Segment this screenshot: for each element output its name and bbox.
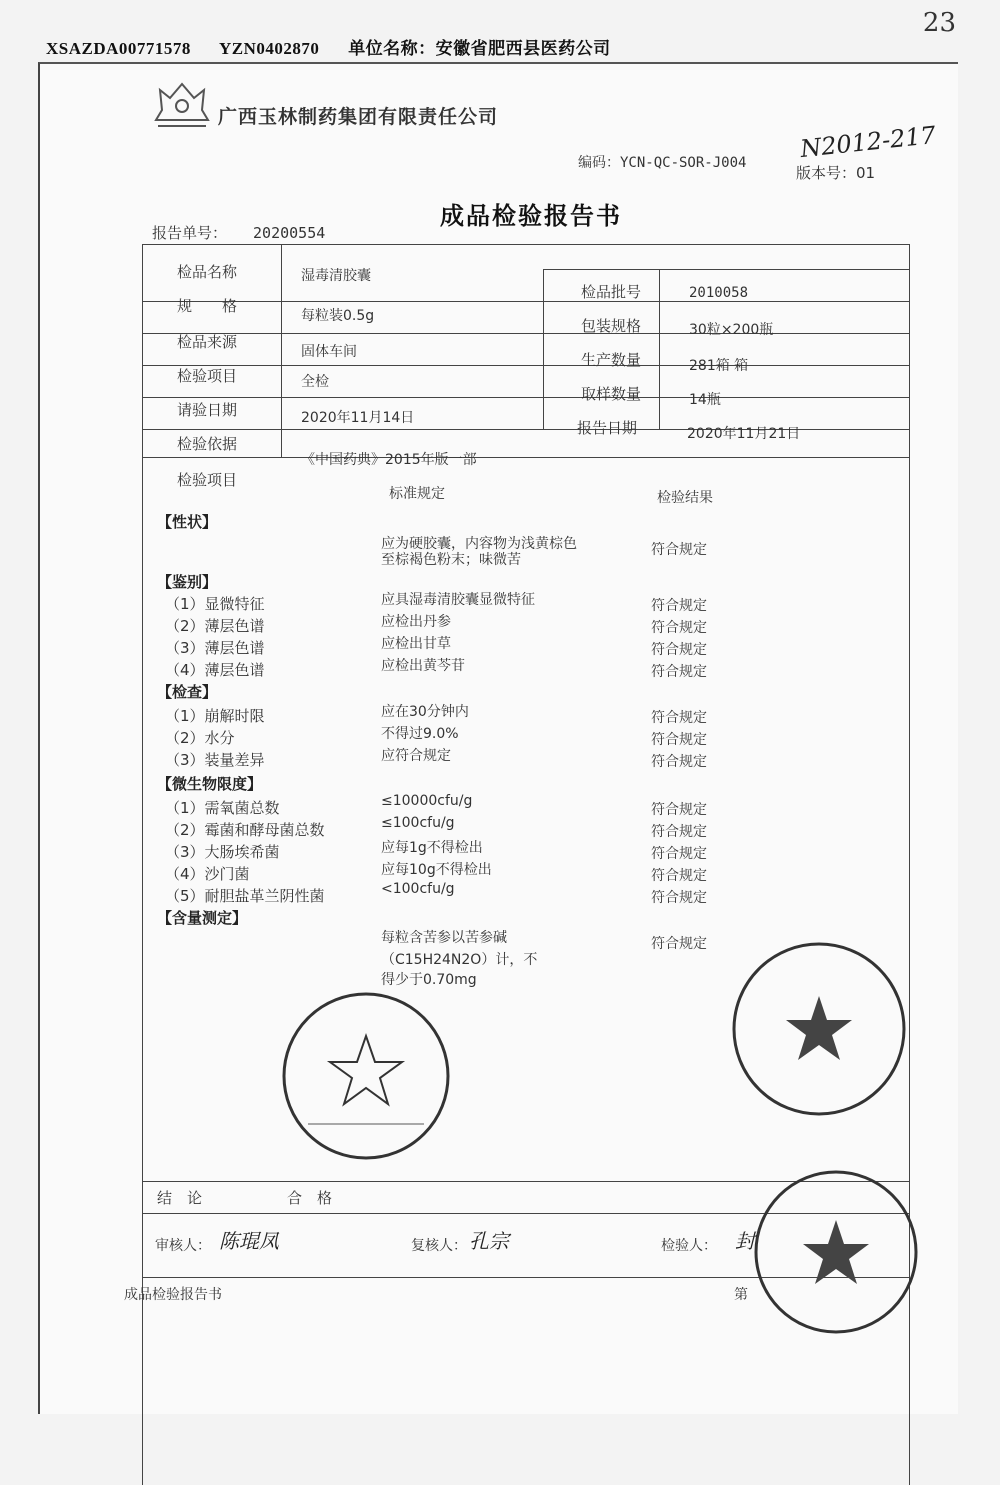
reviewer-signature: 陈琨凤 bbox=[219, 1229, 279, 1253]
document-code: 编码：YCN-QC-SOR-J004 bbox=[578, 155, 747, 171]
test-result: 符合规定 bbox=[651, 868, 707, 884]
checker-signature: 孔宗 bbox=[469, 1229, 509, 1253]
test-result: 符合规定 bbox=[651, 620, 707, 636]
footer-page: 第 bbox=[734, 1287, 748, 1303]
footer-left: 成品检验报告书 bbox=[124, 1287, 222, 1303]
test-standard: 不得过9.0% bbox=[381, 726, 459, 742]
test-result: 符合规定 bbox=[651, 824, 707, 840]
report-date-value: 2020年11月21日 bbox=[687, 426, 801, 442]
supplier-quality-stamp bbox=[752, 1168, 920, 1336]
test-standard: 每粒含苦参以苦参碱 bbox=[381, 930, 507, 946]
test-result: 符合规定 bbox=[651, 598, 707, 614]
test-item: （5）耐胆盐革兰阴性菌 bbox=[165, 887, 325, 905]
test-standard: 应符合规定 bbox=[381, 748, 451, 764]
test-standard: 应检出甘草 bbox=[381, 636, 451, 652]
inspection-item-value: 全检 bbox=[301, 374, 329, 390]
pack-label: 包装规格 bbox=[581, 317, 642, 335]
test-section-heading: 【鉴别】 bbox=[157, 573, 218, 591]
inspection-item-label: 检验项目 bbox=[177, 367, 238, 385]
conclusion-label: 结 论 bbox=[157, 1189, 203, 1207]
spec-value: 每粒装0.5g bbox=[301, 308, 375, 324]
divider bbox=[143, 301, 909, 302]
footer-title bbox=[124, 1284, 222, 1304]
divider bbox=[543, 269, 544, 429]
divider bbox=[143, 365, 909, 366]
product-name-label: 检品名称 bbox=[177, 263, 238, 281]
test-result: 符合规定 bbox=[651, 664, 707, 680]
archive-code: XSAZDA00771578 bbox=[46, 39, 191, 58]
test-result: 符合规定 bbox=[651, 846, 707, 862]
sample-label: 取样数量 bbox=[581, 385, 642, 403]
basis-value: 《中国药典》2015年版一部 bbox=[301, 452, 477, 468]
request-date-value: 2020年11月14日 bbox=[301, 410, 415, 426]
test-item: （3）装量差异 bbox=[165, 751, 265, 769]
test-standard: 应每1g不得检出 bbox=[381, 840, 483, 856]
test-section-heading: 【含量测定】 bbox=[157, 909, 248, 927]
company-name: 广西玉林制药集团有限责任公司 bbox=[218, 106, 499, 128]
test-standard: 应为硬胶囊，内容物为浅黄棕色 bbox=[381, 536, 577, 552]
handwritten-number: N2012-217 bbox=[798, 120, 938, 164]
test-standard: ≤100cfu/g bbox=[381, 815, 455, 831]
test-item: （4）沙门菌 bbox=[165, 865, 250, 883]
buyer-quality-stamp bbox=[730, 940, 908, 1118]
test-result: 符合规定 bbox=[651, 710, 707, 726]
report-number-label: 报告单号： bbox=[152, 224, 228, 242]
quantity-label: 生产数量 bbox=[581, 351, 642, 369]
divider bbox=[143, 333, 909, 334]
test-item: （3）大肠埃希菌 bbox=[165, 843, 280, 861]
product-name-value: 湿毒清胶囊 bbox=[301, 268, 371, 284]
test-standard: 应检出黄芩苷 bbox=[381, 658, 465, 674]
test-item: （2）水分 bbox=[165, 729, 235, 747]
divider bbox=[281, 245, 282, 457]
checker-label: 复核人： bbox=[411, 1238, 467, 1254]
report-date-label: 报告日期 bbox=[577, 419, 638, 437]
product-code: YZN0402870 bbox=[219, 39, 320, 58]
report-number bbox=[152, 222, 325, 243]
document-version: 版本号：01 bbox=[796, 164, 876, 182]
batch-label: 检品批号 bbox=[581, 283, 642, 301]
test-result: 符合规定 bbox=[651, 542, 707, 558]
corner-page-mark: 23 bbox=[922, 8, 956, 38]
divider bbox=[543, 269, 909, 270]
reviewer-label: 审核人： bbox=[155, 1238, 211, 1254]
col-header-standard: 标准规定 bbox=[389, 486, 445, 502]
test-result: 符合规定 bbox=[651, 802, 707, 818]
batch-value: 2010058 bbox=[689, 285, 749, 301]
test-item: （4）薄层色谱 bbox=[165, 661, 265, 679]
test-standard: ≤10000cfu/g bbox=[381, 793, 473, 809]
test-result: 符合规定 bbox=[651, 642, 707, 658]
test-standard: 应在30分钟内 bbox=[381, 704, 469, 720]
test-item: （1）显微特征 bbox=[165, 595, 265, 613]
sample-value: 14瓶 bbox=[689, 392, 721, 408]
test-item: （2）霉菌和酵母菌总数 bbox=[165, 821, 325, 839]
test-item: （3）薄层色谱 bbox=[165, 639, 265, 657]
test-standard: 应具湿毒清胶囊显微特征 bbox=[381, 592, 535, 608]
test-standard: 得少于0.70mg bbox=[381, 972, 477, 988]
test-standard: 应检出丹参 bbox=[381, 614, 451, 630]
test-section-heading: 【微生物限度】 bbox=[157, 775, 263, 793]
inspector-label: 检验人： bbox=[661, 1238, 717, 1254]
maker-inspection-stamp bbox=[280, 990, 452, 1162]
divider bbox=[143, 457, 909, 458]
col-header-item: 检验项目 bbox=[177, 471, 238, 489]
test-result: 符合规定 bbox=[651, 754, 707, 770]
quantity-value: 281箱 箱 bbox=[689, 358, 749, 374]
test-section-heading: 【性状】 bbox=[157, 513, 218, 531]
report-number-value: 20200554 bbox=[253, 224, 326, 242]
basis-label: 检验依据 bbox=[177, 435, 238, 453]
unit-name: 单位名称：安徽省肥西县医药公司 bbox=[348, 39, 611, 58]
test-standard: 应每10g不得检出 bbox=[381, 862, 492, 878]
test-standard: <100cfu/g bbox=[381, 881, 455, 897]
request-date-label: 请验日期 bbox=[177, 401, 238, 419]
source-label: 检品来源 bbox=[177, 333, 238, 351]
divider bbox=[659, 269, 660, 429]
source-value: 固体车间 bbox=[301, 344, 357, 360]
test-result: 符合规定 bbox=[651, 936, 707, 952]
top-header bbox=[46, 34, 635, 59]
test-standard: （C15H24N2O）计，不 bbox=[381, 952, 538, 968]
test-result: 符合规定 bbox=[651, 890, 707, 906]
test-result: 符合规定 bbox=[651, 732, 707, 748]
page-title: 成品检验报告书 bbox=[440, 202, 622, 230]
inspector-signature: 封 bbox=[735, 1229, 755, 1253]
conclusion-value: 合 格 bbox=[287, 1189, 333, 1207]
test-section-heading: 【检查】 bbox=[157, 683, 218, 701]
test-item: （1）崩解时限 bbox=[165, 707, 265, 725]
spec-label: 规 格 bbox=[177, 297, 238, 315]
test-item: （1）需氧菌总数 bbox=[165, 799, 280, 817]
pack-value: 30粒×200瓶 bbox=[689, 322, 774, 338]
col-header-result: 检验结果 bbox=[657, 490, 713, 506]
test-item: （2）薄层色谱 bbox=[165, 617, 265, 635]
divider bbox=[143, 397, 909, 398]
test-standard: 至棕褐色粉末；味微苦 bbox=[381, 552, 521, 568]
company-logo-icon bbox=[152, 80, 212, 132]
